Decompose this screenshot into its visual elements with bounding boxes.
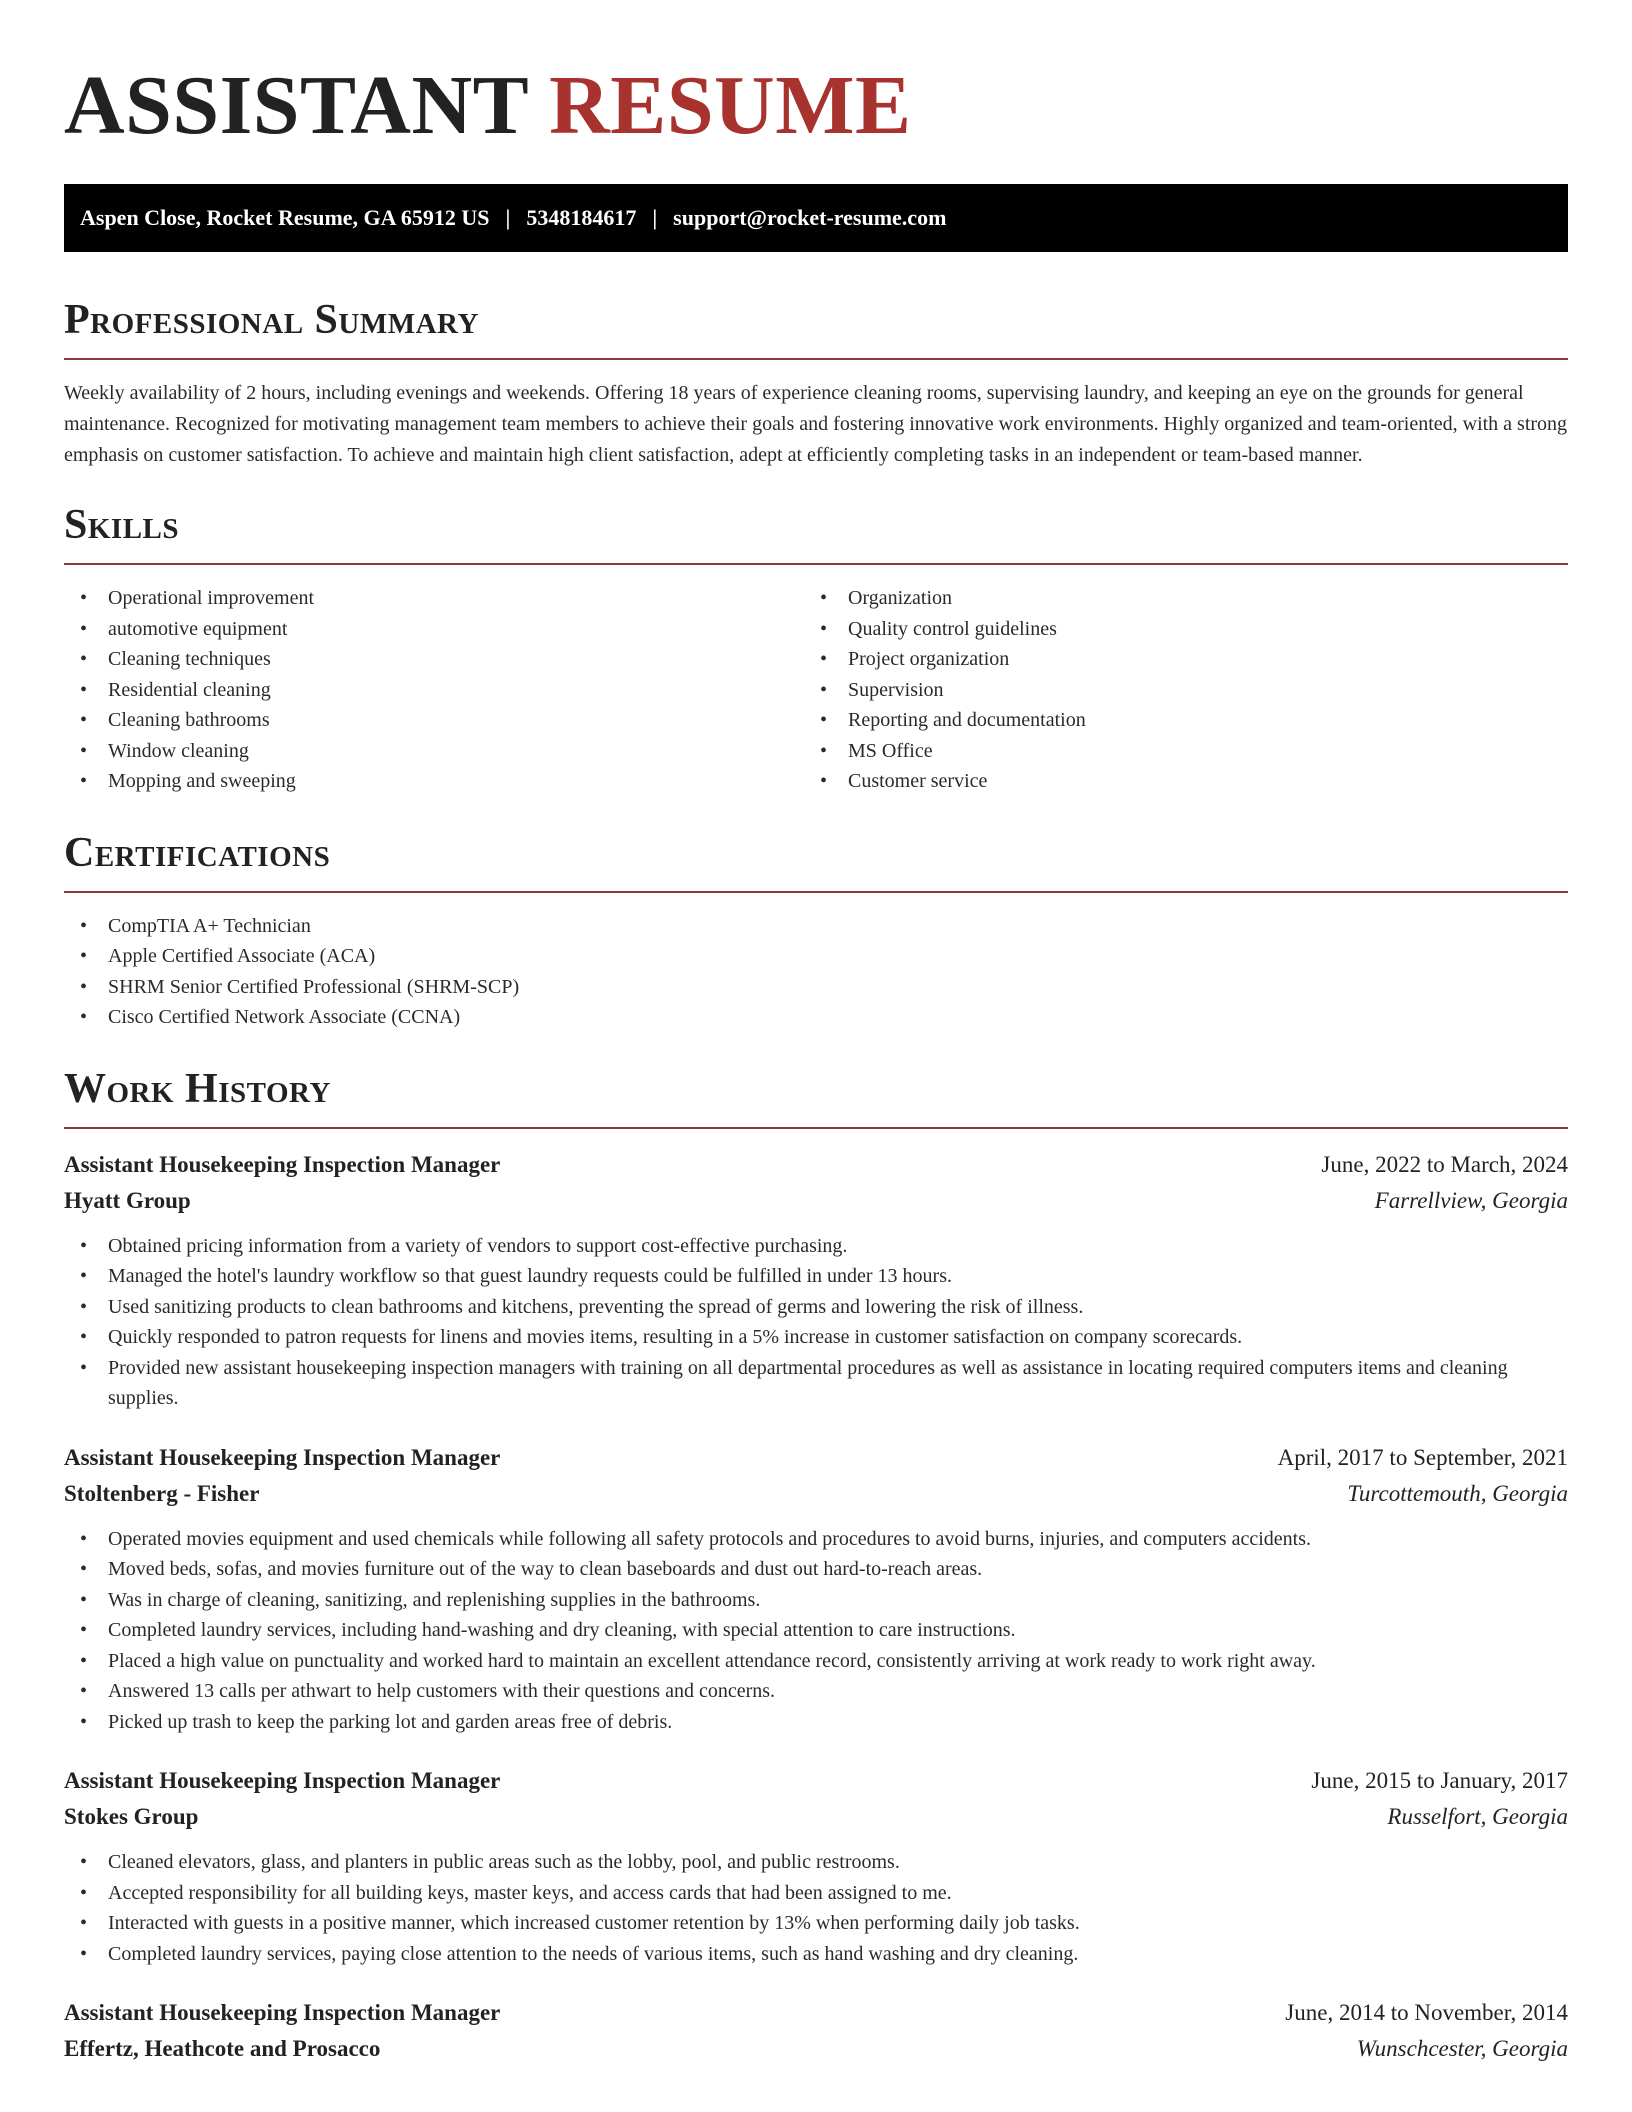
job-duty: • Provided new assistant housekeeping inspection managers with training on all departmental procedures as well as assistance in locating required computers items and cleaning supplies. [64, 1353, 1568, 1414]
resume-title [64, 56, 1568, 156]
skills-section [64, 499, 1568, 797]
job-entry [64, 1440, 1568, 1738]
skill-item: • Supervision [804, 675, 1544, 706]
job-title: Assistant Housekeeping Inspection Manager [64, 1768, 501, 1793]
job-dates: June, 2022 to March, 2024 [1321, 1151, 1568, 1177]
skill-item: • Organization [804, 583, 1544, 614]
job-company-row [64, 1183, 1568, 1219]
job-entry [64, 1763, 1568, 1969]
certification-item: • Apple Certified Associate (ACA) [64, 941, 1568, 972]
job-duty: • Managed the hotel's laundry workflow so that guest laundry requests could be fulfilled in under 13 hours. [64, 1261, 1568, 1292]
job-duty: • Quickly responded to patron requests for linens and movies items, resulting in a 5% increase in customer satisfaction on company scorecards. [64, 1322, 1568, 1353]
contact-bar [64, 184, 1568, 252]
job-entry [64, 1147, 1568, 1414]
skill-item: • Window cleaning [64, 736, 804, 767]
job-duty: • Cleaned elevators, glass, and planters in public areas such as the lobby, pool, and public restrooms. [64, 1847, 1568, 1878]
job-duty: • Answered 13 calls per athwart to help customers with their questions and concerns. [64, 1676, 1568, 1707]
job-header-row [64, 1147, 1568, 1183]
certifications-heading: Certifications [64, 829, 331, 876]
title-accent: RESUME [549, 59, 912, 152]
skill-item: • Mopping and sweeping [64, 766, 804, 797]
section-divider [64, 891, 1568, 893]
certification-item: • Cisco Certified Network Associate (CCNA) [64, 1002, 1568, 1033]
title-main: ASSISTANT [64, 59, 528, 152]
job-location: Russelfort, Georgia [1387, 1804, 1568, 1829]
job-company-row [64, 1799, 1568, 1835]
skill-item: • automotive equipment [64, 614, 804, 645]
contact-separator: | [652, 205, 658, 230]
skills-list-left [64, 583, 804, 797]
contact-phone: 5348184617 [526, 205, 637, 230]
section-divider [64, 1127, 1568, 1129]
skill-item: • Cleaning bathrooms [64, 705, 804, 736]
job-duty: • Used sanitizing products to clean bathrooms and kitchens, preventing the spread of germs and lowering the risk of illness. [64, 1292, 1568, 1323]
skill-item: • Residential cleaning [64, 675, 804, 706]
skill-item: • Cleaning techniques [64, 644, 804, 675]
job-location: Farrellview, Georgia [1374, 1187, 1568, 1213]
job-dates: June, 2014 to November, 2014 [1285, 2000, 1568, 2025]
skill-item: • Reporting and documentation [804, 705, 1544, 736]
job-duty: • Placed a high value on punctuality and worked hard to maintain an excellent attendance record, consistently arriving at work ready to work right away. [64, 1646, 1568, 1677]
certification-item: • CompTIA A+ Technician [64, 911, 1568, 942]
job-company-row [64, 2031, 1568, 2067]
job-duty: • Was in charge of cleaning, sanitizing, and replenishing supplies in the bathrooms. [64, 1585, 1568, 1616]
job-header-row [64, 1995, 1568, 2031]
job-header-row [64, 1763, 1568, 1799]
skill-item: • Operational improvement [64, 583, 804, 614]
summary-section [64, 294, 1568, 471]
job-entry [64, 1995, 1568, 2067]
job-location: Wunschcester, Georgia [1356, 2036, 1568, 2061]
certifications-list [64, 911, 1568, 1033]
job-header-row [64, 1440, 1568, 1476]
section-divider [64, 563, 1568, 565]
skills-columns [64, 583, 1568, 797]
certifications-section [64, 827, 1568, 1033]
job-duty: • Accepted responsibility for all building keys, master keys, and access cards that had been assigned to me. [64, 1878, 1568, 1909]
job-company: Hyatt Group [64, 1187, 191, 1213]
job-duty: • Obtained pricing information from a variety of vendors to support cost-effective purchasing. [64, 1231, 1568, 1262]
skills-list-right [804, 583, 1544, 797]
summary-text: Weekly availability of 2 hours, including evenings and weekends. Offering 18 years of experience cleaning rooms, supervising laundry, and keeping an eye on the grounds for general maintenance. Recognized for motivating management team members to achieve their goals and fostering innovative work environments. Highly organized and team-oriented, with a strong emphasis on customer satisfaction. To achieve and maintain high client satisfaction, adept at efficiently completing tasks in an independent or team-based manner. [64, 382, 1568, 466]
job-company: Stoltenberg - Fisher [64, 1480, 260, 1506]
job-duty: • Completed laundry services, paying close attention to the needs of various items, such as hand washing and dry cleaning. [64, 1939, 1568, 1970]
skill-item: • Customer service [804, 766, 1544, 797]
job-duties-list [64, 1524, 1568, 1738]
skill-item: • Quality control guidelines [804, 614, 1544, 645]
skills-heading: Skills [64, 502, 180, 548]
certification-item: • SHRM Senior Certified Professional (SHRM-SCP) [64, 972, 1568, 1003]
job-title: Assistant Housekeeping Inspection Manager [64, 2000, 501, 2025]
skill-item: • MS Office [804, 736, 1544, 767]
job-location: Turcottemouth, Georgia [1347, 1480, 1568, 1506]
job-duties-list [64, 1847, 1568, 1969]
job-title: Assistant Housekeeping Inspection Manager [64, 1444, 501, 1470]
job-dates: April, 2017 to September, 2021 [1277, 1444, 1568, 1470]
job-duties-list [64, 1231, 1568, 1414]
job-duty: • Interacted with guests in a positive manner, which increased customer retention by 13% when performing daily job tasks. [64, 1908, 1568, 1939]
skill-item: • Project organization [804, 644, 1544, 675]
contact-email[interactable]: support@rocket-resume.com [673, 205, 947, 230]
contact-separator: | [505, 205, 511, 230]
job-company: Effertz, Heathcote and Prosacco [64, 2036, 381, 2061]
job-company: Stokes Group [64, 1804, 199, 1829]
job-dates: June, 2015 to January, 2017 [1311, 1768, 1568, 1793]
work-history-heading: Work History [64, 1065, 331, 1112]
job-duty: • Picked up trash to keep the parking lot and garden areas free of debris. [64, 1707, 1568, 1738]
job-company-row [64, 1476, 1568, 1512]
resume-page [64, 0, 1568, 2093]
job-title: Assistant Housekeeping Inspection Manager [64, 1151, 501, 1177]
work-history-section [64, 1063, 1568, 2068]
section-divider [64, 358, 1568, 360]
job-duty: • Operated movies equipment and used chemicals while following all safety protocols and procedures to avoid burns, injuries, and computers accidents. [64, 1524, 1568, 1555]
job-duty: • Moved beds, sofas, and movies furniture out of the way to clean baseboards and dust out hard-to-reach areas. [64, 1554, 1568, 1585]
summary-heading: Professional Summary [64, 297, 479, 343]
job-duty: • Completed laundry services, including hand-washing and dry cleaning, with special attention to care instructions. [64, 1615, 1568, 1646]
contact-address: Aspen Close, Rocket Resume, GA 65912 US [80, 205, 490, 230]
